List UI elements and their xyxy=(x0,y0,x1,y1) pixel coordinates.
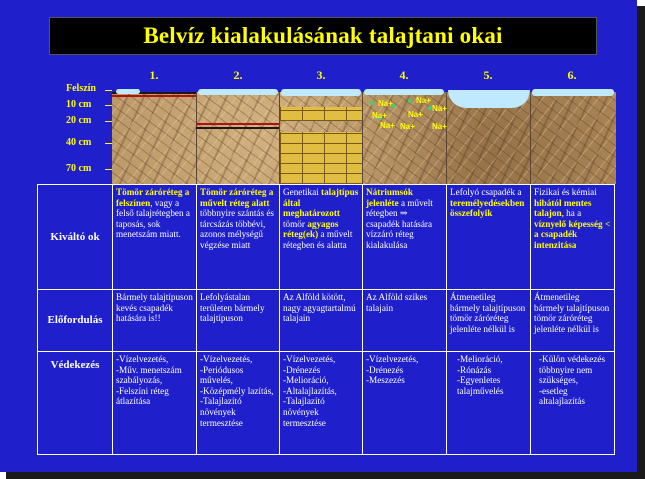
surface-water xyxy=(116,89,140,94)
table-row-occurrence xyxy=(38,290,615,352)
cause-6-bold-b: víznyelő képesség < a csapadék intenzitása xyxy=(534,218,611,250)
slide-title: Belvíz kialakulásának talajtani okai xyxy=(143,23,503,48)
sodium-ion-label: Na+ xyxy=(432,104,447,113)
depth-tick xyxy=(105,169,112,170)
cause-cell-3 xyxy=(280,185,363,290)
cause-3-text-b: tömör xyxy=(283,218,308,229)
cause-3-bold-a: talajtípus által meghatározott xyxy=(283,187,359,219)
cause-6-bold-a: hibától mentes talajon xyxy=(534,197,592,219)
occurrence-cell-6: Átmenetileg bármely talajtípuson tömör záróréteg jelenléte nélkül is xyxy=(531,290,615,352)
surface-water xyxy=(364,89,444,95)
protection-cell-1: -Vízelvezetés, -Műv. menetszám szabályozás, -Felszíni réteg átlazítása xyxy=(113,352,197,455)
column-number-3: 3. xyxy=(316,68,326,82)
occurrence-cell-5: Átmenetileg bármely talajtípuson tömör záróréteg jelenléte nélkül is xyxy=(447,290,531,352)
cause-4-bold: Nátriumsók jelenléte xyxy=(366,187,413,208)
occurrence-cell-2: Lefolyástalan területen bármely talajtípuson xyxy=(197,290,280,352)
cause-cell-1 xyxy=(113,185,197,290)
salt-dot xyxy=(370,101,374,105)
sodium-ion-label: Na+ xyxy=(380,121,395,130)
protection-cell-5: -Melioráció, -Rónázás -Egyenletes talajművelés xyxy=(447,352,531,455)
column-number-6: 6. xyxy=(567,68,577,82)
protection-cell-2: -Vízelvezetés, -Periódusos művelés, -Középmély lazítás, -Talajlazító növények termesztése xyxy=(197,352,280,455)
row-header-protection: Védekezés xyxy=(38,352,113,455)
depression-water xyxy=(448,90,530,108)
cause-1-text: , vagy a felső talajrétegben a taposás, sok menetszám miatt. xyxy=(116,197,190,240)
cause-6-text-b: , ha a xyxy=(561,208,582,219)
cause-cell-6 xyxy=(531,185,615,290)
cause-3-text-a: Genetikai xyxy=(283,187,322,197)
compacted-surface-layer-red xyxy=(112,95,196,97)
surface-water xyxy=(281,89,361,96)
sodium-ion-label: Na+ xyxy=(372,111,387,120)
cause-2-text: többnyire szántás és tárcsázás többévi, azonos mélységű végzése miatt xyxy=(200,208,274,250)
causes-table xyxy=(37,184,615,455)
depth-tick xyxy=(105,105,112,106)
cause-5-text: Lefolyó csapadék a xyxy=(450,187,522,197)
protection-cell-6: -Külön védekezés többnyire nem szükséges, -esetleg altalajlazítás xyxy=(531,352,615,455)
clay-layer-upper xyxy=(280,107,362,121)
cause-5-bold: teremélyedésekben összefolyik xyxy=(450,197,525,219)
slide-shadow-right xyxy=(637,6,645,479)
clay-layer-lower xyxy=(280,132,362,184)
depth-label-10cm: 10 cm xyxy=(66,99,92,110)
salt-dot xyxy=(408,99,412,103)
hardpan-layer-red xyxy=(196,123,279,125)
column-number-1: 1. xyxy=(149,68,159,82)
protection-cell-3: -Vízelvezetés, -Drénezés -Melioráció, -Altalajlazítás, -Talajlazító növények termesztése xyxy=(280,352,363,455)
occurrence-cell-1: Bármely talajtípuson kevés csapadék hatására is!! xyxy=(113,290,197,352)
sodium-ion-label: Na+ xyxy=(432,122,447,131)
soil-column-divider xyxy=(530,92,531,184)
cause-3-text-c: a művelt rétegben és alatta xyxy=(283,229,353,250)
soil-profile xyxy=(112,92,616,184)
sodium-ion-label: Na+ xyxy=(400,122,415,131)
column-number-5: 5. xyxy=(483,68,493,82)
depth-label-20cm: 20 cm xyxy=(66,115,92,126)
row-header-causes: Kiváltó ok xyxy=(38,185,113,290)
occurrence-cell-3: Az Alföld kötött, nagy agyagtartalmú talajain xyxy=(280,290,363,352)
depth-label-40cm: 40 cm xyxy=(66,137,92,148)
column-number-2: 2. xyxy=(233,68,243,82)
sodium-ion-label: Na+ xyxy=(378,99,393,108)
title-box xyxy=(49,17,597,55)
table-row-protection xyxy=(38,352,615,455)
cause-cell-2 xyxy=(197,185,280,290)
cause-6-text-a: Fizikai és kémiai xyxy=(534,187,597,197)
cause-1-bold: Tömör záróréteg a felszínen xyxy=(116,187,190,208)
depth-label-surface: Felszín xyxy=(66,83,96,94)
surface-water xyxy=(198,89,278,95)
cause-cell-5 xyxy=(447,185,531,290)
sodium-ion-label: Na+ xyxy=(416,96,431,105)
soil-column-divider xyxy=(362,92,363,184)
table-row-causes xyxy=(38,185,615,290)
column-number-4: 4. xyxy=(399,68,409,82)
cause-2-bold: Tömör záróréteg a művelt réteg alatt xyxy=(200,187,274,208)
depth-label-70cm: 70 cm xyxy=(66,163,92,174)
depth-tick xyxy=(105,121,112,122)
row-header-occurrence: Előfordulás xyxy=(38,290,113,352)
protection-cell-4: -Vízelvezetés, -Drénezés -Meszezés xyxy=(363,352,447,455)
depth-tick xyxy=(105,90,112,91)
depth-tick xyxy=(105,143,112,144)
soil-column-divider xyxy=(196,92,197,184)
sodium-ion-label: Na+ xyxy=(408,110,423,119)
cause-cell-4 xyxy=(363,185,447,290)
occurrence-cell-4: Az Alföld szikes talajain xyxy=(363,290,447,352)
cause-3-bold-b: agyagos réteg(ek) xyxy=(283,218,339,240)
slide-shadow-bottom xyxy=(6,472,645,479)
hardpan-layer-black xyxy=(196,127,279,129)
cause-4-text: a művelt rétegben ⇒ csapadék hatására vízzáró réteg kialakulása xyxy=(366,197,433,250)
surface-water xyxy=(532,89,614,96)
